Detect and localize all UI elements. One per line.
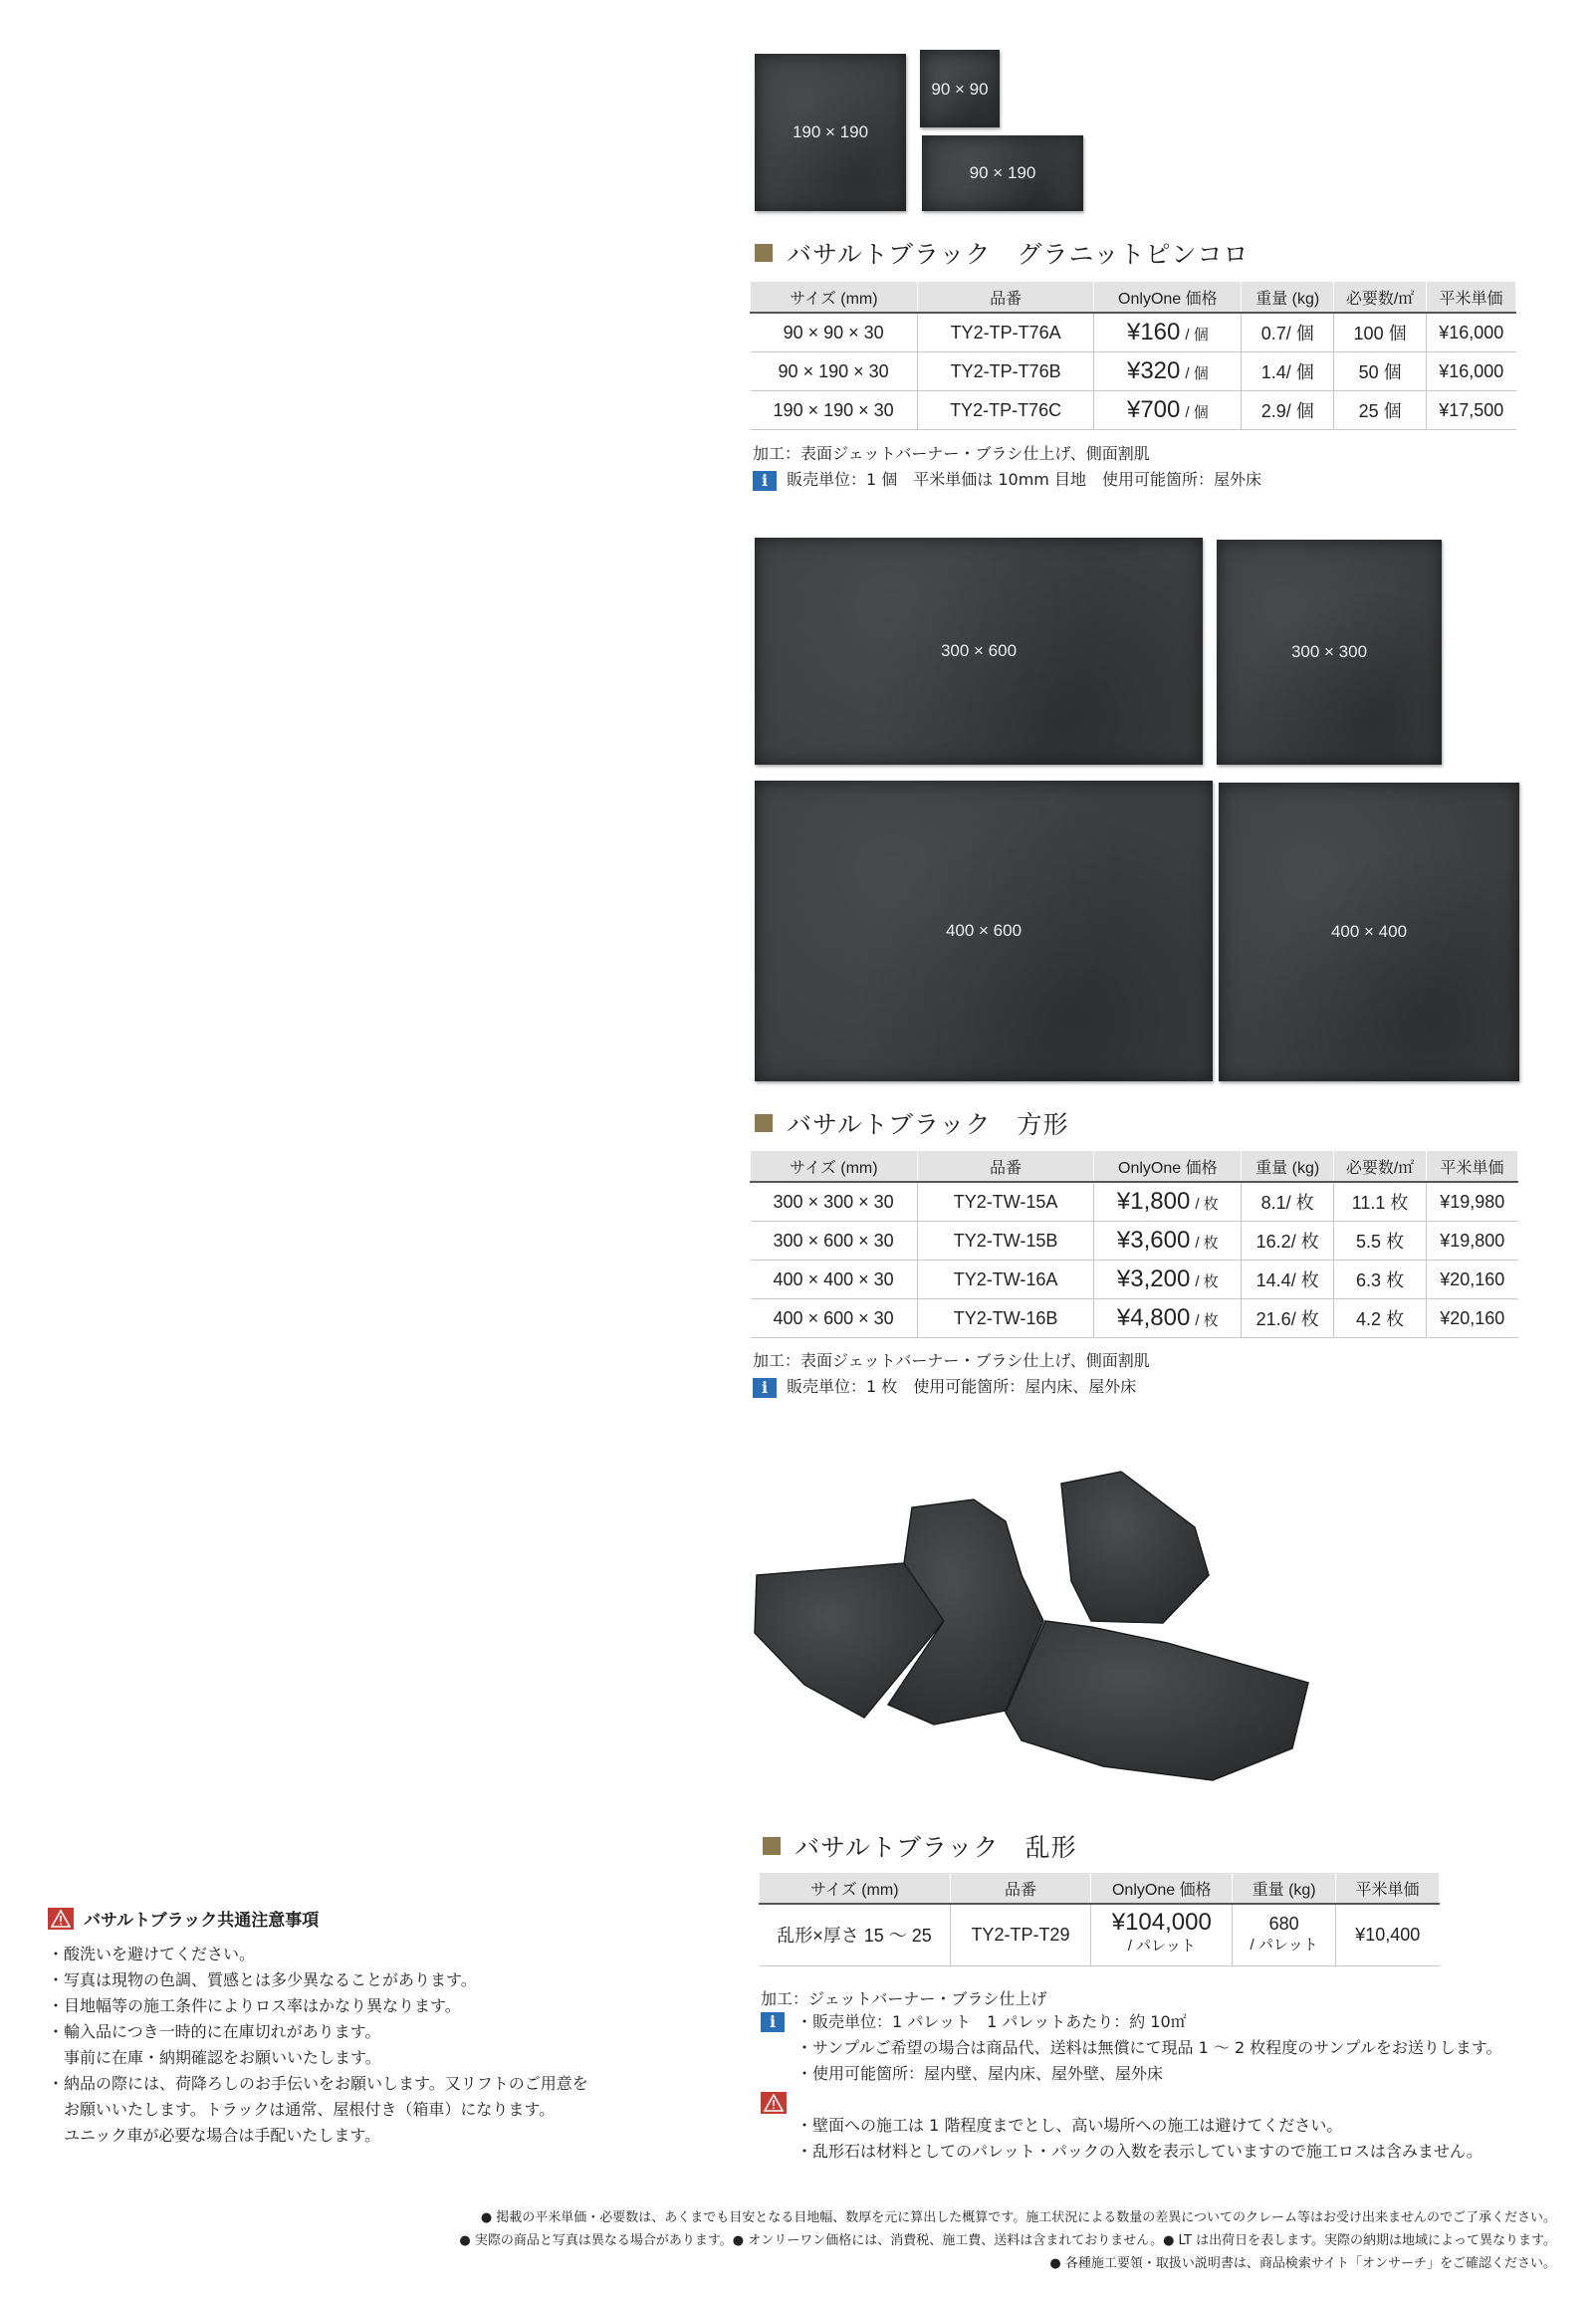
price-value: ¥3,200 (1116, 1266, 1191, 1292)
caution-title (48, 1906, 319, 1931)
table-row (751, 1261, 1518, 1299)
caution-line: お願いいたします。トラックは通常、屋根付き（箱車）になります。 (48, 2100, 556, 2119)
table-row (751, 1182, 1518, 1222)
info-line: ・サンプルご希望の場合は商品代、送料は無償にて現品 1 ～ 2 枚程度のサンプルをお送りします。 (797, 2038, 1502, 2057)
cell-sqm: ¥20,160 (1427, 1261, 1518, 1299)
cell-sqm: ¥19,980 (1427, 1182, 1518, 1222)
cell-price (1094, 1299, 1242, 1338)
cell-weight: 1.4/ 個 (1242, 352, 1334, 391)
cell-need: 5.5 枚 (1334, 1222, 1427, 1261)
cell-code: TY2-TP-T29 (950, 1904, 1091, 1965)
price-value: ¥4,800 (1116, 1304, 1191, 1331)
col-header: サイズ (mm) (751, 282, 918, 313)
col-header: OnlyOne 価格 (1094, 1151, 1242, 1182)
spec-table (750, 282, 1516, 430)
section-title (763, 1828, 1077, 1864)
cell-sqm: ¥16,000 (1427, 352, 1516, 391)
col-header: 重量 (kg) (1233, 1873, 1336, 1904)
cell-size: 400 × 600 × 30 (751, 1299, 918, 1338)
price-value: ¥160 (1126, 319, 1181, 345)
info-icon: i (753, 1378, 777, 1398)
caution-title-text: バサルトブラック共通注意事項 (84, 1911, 320, 1931)
cell-need: 100 個 (1334, 313, 1427, 352)
cell-price (1094, 1182, 1242, 1222)
cell-size: 乱形×厚さ 15 ～ 25 (760, 1904, 951, 1965)
table-header-row (751, 1151, 1518, 1182)
warning-icon (761, 2092, 787, 2114)
flagstone-image (745, 1464, 1322, 1792)
warning-icon (48, 1908, 74, 1930)
stone-image-400x600 (755, 781, 1213, 1081)
table-header-row (760, 1873, 1440, 1904)
cell-price (1094, 1222, 1242, 1261)
price-unit: / 枚 (1195, 1196, 1219, 1213)
image-label: 400 × 600 (945, 921, 1023, 940)
cell-weight: 0.7/ 個 (1242, 313, 1334, 352)
price-value: ¥1,800 (1116, 1188, 1191, 1215)
cell-price (1094, 391, 1242, 430)
info-icon: i (753, 471, 777, 491)
footer-line: ● 実際の商品と写真は異なる場合があります。● オンリーワン価格には、消費税、施工費、送料は含まれておりません。● LT は出荷日を表します。実際の納期は地域によって異なります。 (459, 2233, 1556, 2248)
caution-line: ・目地幅等の施工条件によりロス率はかなり異なります。 (48, 1996, 461, 2015)
cell-weight (1233, 1904, 1336, 1965)
cell-code: TY2-TP-T76C (917, 391, 1094, 430)
stone-image-300x300 (1217, 540, 1442, 765)
footer-notes (459, 2206, 1556, 2275)
image-label: 190 × 190 (792, 122, 869, 141)
price-value: ¥3,600 (1116, 1227, 1191, 1254)
warning-line: ・壁面への施工は 1 階程度までとし、高い場所への施工は避けてください。 (797, 2116, 1343, 2135)
cell-need: 4.2 枚 (1334, 1299, 1427, 1338)
col-header: 重量 (kg) (1242, 282, 1334, 313)
col-header: 品番 (917, 282, 1094, 313)
footer-line: ● 掲載の平米単価・必要数は、あくまでも目安となる目地幅、数厚を元に算出した概算です。施工状況による数量の差異についてのクレーム等はお受け出来ませんのでご了承ください。 (480, 2210, 1556, 2225)
cell-need: 6.3 枚 (1334, 1261, 1427, 1299)
price-unit: / 枚 (1195, 1312, 1219, 1329)
square-bullet-icon (763, 1837, 781, 1855)
cell-size: 400 × 400 × 30 (751, 1261, 918, 1299)
price-unit: / 個 (1185, 327, 1209, 344)
cell-code: TY2-TW-15B (917, 1222, 1094, 1261)
cell-code: TY2-TW-16A (917, 1261, 1094, 1299)
cell-size: 300 × 300 × 30 (751, 1182, 918, 1222)
cell-code: TY2-TP-T76B (917, 352, 1094, 391)
info-note (753, 1374, 1136, 1398)
price-value: ¥320 (1126, 357, 1181, 384)
stone-image-90x190 (922, 135, 1083, 211)
table-row (751, 1299, 1518, 1338)
cell-need: 50 個 (1334, 352, 1427, 391)
weight-value: 680 (1268, 1914, 1299, 1935)
square-bullet-icon (755, 1114, 773, 1132)
caution-line: ・納品の際には、荷降ろしのお手伝いをお願いします。又リフトのご用意を (48, 2074, 588, 2093)
col-header: サイズ (mm) (760, 1873, 951, 1904)
section-title (755, 235, 1250, 271)
col-header: サイズ (mm) (751, 1151, 918, 1182)
cell-sqm: ¥20,160 (1427, 1299, 1518, 1338)
price-value: ¥700 (1126, 396, 1181, 423)
stone-image-400x400 (1219, 783, 1519, 1081)
square-bullet-icon (755, 244, 773, 262)
cell-weight: 2.9/ 個 (1242, 391, 1334, 430)
col-header: 品番 (950, 1873, 1091, 1904)
footer-line: ● 各種施工要領・取扱い説明書は、商品検索サイト「オンサーチ」をご確認ください。 (1049, 2256, 1556, 2271)
stone-image-190x190 (755, 54, 906, 211)
spec-table (759, 1873, 1440, 1966)
cell-code: TY2-TW-16B (917, 1299, 1094, 1338)
table-row (751, 1222, 1518, 1261)
caution-line: ・写真は現物の色調、質感とは多少異なることがあります。 (48, 1970, 477, 1989)
col-header: 必要数/㎡ (1334, 282, 1427, 313)
cell-weight: 16.2/ 枚 (1242, 1222, 1334, 1261)
price-unit: / 枚 (1195, 1235, 1219, 1252)
spec-table (750, 1151, 1518, 1338)
col-header: 平米単価 (1427, 282, 1516, 313)
stone-image-300x600 (755, 538, 1203, 765)
processing-note: 加工：表面ジェットバーナー・ブラシ仕上げ、側面割肌 (753, 444, 1150, 463)
col-header: OnlyOne 価格 (1094, 282, 1242, 313)
table-row (751, 313, 1516, 352)
image-label: 300 × 600 (940, 641, 1018, 660)
cell-size: 90 × 190 × 30 (751, 352, 918, 391)
col-header: 品番 (917, 1151, 1094, 1182)
section-title-text: バサルトブラック 乱形 (795, 1833, 1077, 1862)
warning-note-block (761, 2087, 1482, 2165)
caution-list (48, 1942, 588, 2149)
info-line: ・使用可能箇所：屋内壁、屋内床、屋外壁、屋外床 (797, 2064, 1164, 2083)
image-label: 90 × 90 (931, 80, 989, 99)
caution-line: ・酸洗いを避けてください。 (48, 1945, 256, 1963)
info-icon: i (761, 2012, 785, 2032)
caution-line: ・輸入品につき一時的に在庫切れがあります。 (48, 2022, 381, 2041)
processing-note: 加工：表面ジェットバーナー・ブラシ仕上げ、側面割肌 (753, 1351, 1150, 1370)
image-label: 90 × 190 (969, 163, 1036, 182)
cell-weight: 21.6/ 枚 (1242, 1299, 1334, 1338)
price-unit: / 枚 (1195, 1273, 1219, 1290)
cell-price (1094, 352, 1242, 391)
info-line: ・販売単位：1 パレット 1 パレットあたり：約 10㎡ (797, 2012, 1187, 2031)
table-row (751, 352, 1516, 391)
processing-note: 加工：ジェットバーナー・ブラシ仕上げ (761, 1989, 1047, 2008)
warning-line: ・乱形石は材料としてのパレット・パックの入数を表示していますので施工ロスは含みません。 (797, 2142, 1482, 2161)
section-title (755, 1105, 1069, 1141)
info-note-block (761, 2009, 1502, 2087)
cell-weight: 14.4/ 枚 (1242, 1261, 1334, 1299)
cell-price (1094, 313, 1242, 352)
info-note-text: 販売単位：1 個 平米単価は 10mm 目地 使用可能箇所：屋外床 (787, 470, 1261, 489)
caution-line: ユニック車が必要な場合は手配いたします。 (48, 2126, 381, 2145)
col-header: 重量 (kg) (1242, 1151, 1334, 1182)
cell-weight: 8.1/ 枚 (1242, 1182, 1334, 1222)
image-label: 400 × 400 (1330, 922, 1408, 941)
table-row (751, 391, 1516, 430)
cell-code: TY2-TP-T76A (917, 313, 1094, 352)
table-row (760, 1904, 1440, 1965)
cell-sqm: ¥16,000 (1427, 313, 1516, 352)
stone-image-90x90 (920, 50, 1000, 127)
price-unit: / 個 (1185, 365, 1209, 382)
caution-line: 事前に在庫・納期確認をお願いいたします。 (48, 2048, 381, 2067)
cell-price (1091, 1904, 1233, 1965)
cell-sqm: ¥19,800 (1427, 1222, 1518, 1261)
col-header: OnlyOne 価格 (1091, 1873, 1233, 1904)
cell-size: 90 × 90 × 30 (751, 313, 918, 352)
price-unit: / パレット (1127, 1938, 1196, 1956)
section-title-text: バサルトブラック グラニットピンコロ (787, 240, 1250, 269)
cell-need: 11.1 枚 (1334, 1182, 1427, 1222)
weight-unit: / パレット (1250, 1937, 1318, 1955)
cell-size: 190 × 190 × 30 (751, 391, 918, 430)
price-value: ¥104,000 (1111, 1909, 1212, 1937)
cell-sqm: ¥17,500 (1427, 391, 1516, 430)
section-title-text: バサルトブラック 方形 (787, 1110, 1069, 1139)
cell-size: 300 × 600 × 30 (751, 1222, 918, 1261)
cell-need: 25 個 (1334, 391, 1427, 430)
col-header: 平米単価 (1336, 1873, 1440, 1904)
image-label: 300 × 300 (1290, 642, 1368, 661)
info-note (753, 467, 1261, 491)
cell-sqm: ¥10,400 (1336, 1904, 1440, 1965)
price-unit: / 個 (1185, 404, 1209, 421)
cell-price (1094, 1261, 1242, 1299)
table-header-row (751, 282, 1516, 313)
col-header: 必要数/㎡ (1334, 1151, 1427, 1182)
col-header: 平米単価 (1427, 1151, 1518, 1182)
info-note-text: 販売単位：1 枚 使用可能箇所：屋内床、屋外床 (787, 1377, 1137, 1396)
cell-code: TY2-TW-15A (917, 1182, 1094, 1222)
